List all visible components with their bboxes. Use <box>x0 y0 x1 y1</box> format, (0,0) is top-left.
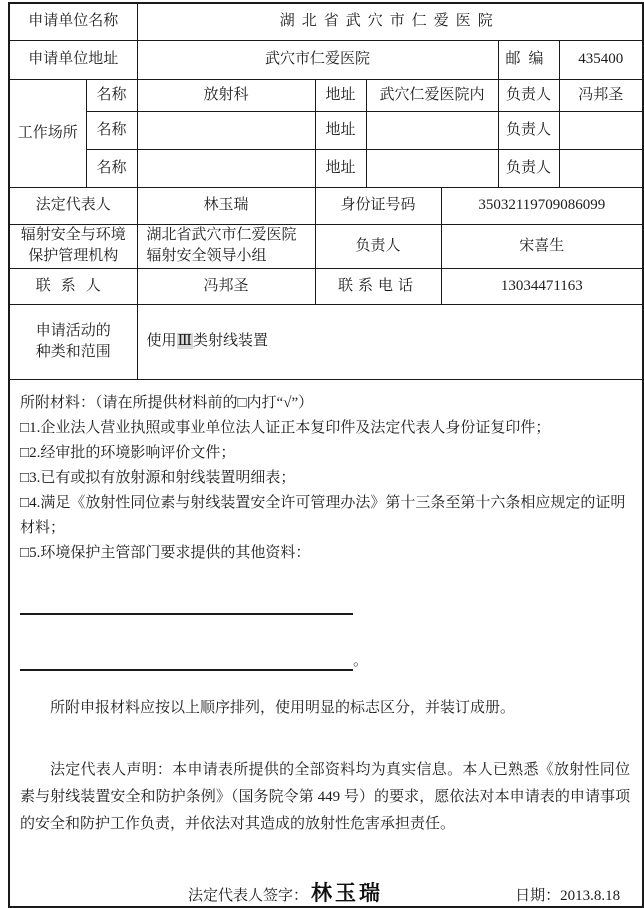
legal-rep-value: 林玉瑞 <box>137 187 315 224</box>
attachment-item-4 <box>20 491 632 541</box>
row-applicant-name <box>9 3 643 40</box>
row-attachments <box>9 379 643 907</box>
legal-rep-label: 法定代表人 <box>9 187 137 224</box>
blank-fill-row-1 <box>20 612 632 615</box>
row-contact <box>9 268 643 304</box>
radiation-org-manager-value: 宋喜生 <box>441 224 643 268</box>
workplace-group-label: 工作场所 <box>9 79 86 187</box>
attachments-order-note: 所附申报材料应按以上顺序排列，使用明显的标志区分，并装订成册。 <box>50 699 516 716</box>
radiation-org-label <box>9 224 137 268</box>
id-number-value: 35032119709086099 <box>441 187 643 224</box>
workplace-1-name-value: 放射科 <box>137 79 315 111</box>
attachment-item-3-text: 3.已有或拟有放射源和射线装置明细表； <box>29 469 296 486</box>
blank-fill-line-1[interactable] <box>20 612 353 615</box>
radiation-org-value-line1: 湖北省武穴市仁爱医院 <box>146 227 297 243</box>
applicant-name-label: 申请单位名称 <box>9 3 137 40</box>
application-form <box>8 2 644 908</box>
signature-name: 林玉瑞 <box>311 881 384 905</box>
date-value: 2013.8.18 <box>560 887 621 904</box>
row-activity <box>9 304 643 379</box>
checkbox-item-5[interactable]: □ <box>20 544 30 561</box>
contact-value: 冯邦圣 <box>137 268 315 304</box>
postcode-value: 435400 <box>559 40 643 79</box>
radiation-org-value-line2: 辐射安全领导小组 <box>146 248 267 264</box>
contact-label: 联系人 <box>9 268 137 304</box>
workplace-2-address-label: 地址 <box>315 111 366 149</box>
workplace-1-address-value: 武穴仁爱医院内 <box>366 79 498 111</box>
workplace-3-manager-label: 负责人 <box>498 149 559 187</box>
attachments-section <box>9 379 643 907</box>
radiation-org-manager-label: 负责人 <box>315 224 441 268</box>
attachment-item-1 <box>20 416 632 441</box>
radiation-org-value <box>137 224 315 268</box>
workplace-3-name-value <box>137 149 315 187</box>
applicant-address-value: 武穴市仁爱医院 <box>137 40 498 79</box>
checkbox-item-1[interactable]: □ <box>20 419 30 436</box>
workplace-1-name-label: 名称 <box>86 79 137 111</box>
workplace-2-name-label: 名称 <box>86 111 137 149</box>
attachment-item-3 <box>20 466 632 491</box>
attachment-item-5-text: 5.环境保护主管部门要求提供的其他资料： <box>29 544 311 561</box>
legal-rep-declaration: 法定代表人声明：本申请表所提供的全部资料均为真实信息。本人已熟悉《放射性同位素与射线装置安全和防护条例》（国务院令第 449 号）的要求，愿依法对本申请表的申请事项的安全和防护工作负责，并依法对其造成的放射性危害承担责任。 <box>20 761 631 832</box>
signature-row <box>20 881 632 906</box>
row-radiation-org <box>9 224 643 268</box>
attachments-heading: 所附材料：（请在所提供材料前的□内打“√”） <box>20 394 314 411</box>
date-field <box>515 887 620 906</box>
row-legal-rep <box>9 187 643 224</box>
activity-value-prefix: 使用 <box>146 333 177 349</box>
workplace-2-name-value <box>137 111 315 149</box>
contact-phone-value: 13034471163 <box>441 268 643 304</box>
row-workplace-2 <box>9 111 643 149</box>
blank-fill-line-2[interactable] <box>20 668 353 671</box>
applicant-name-value: 湖北省武穴市仁爱医院 <box>137 3 643 40</box>
row-workplace-3 <box>9 149 643 187</box>
row-applicant-address <box>9 40 643 79</box>
application-form-table <box>8 2 644 908</box>
workplace-3-manager-value <box>559 149 643 187</box>
activity-label-line2: 种类和范围 <box>35 343 111 360</box>
row-workplace-1 <box>9 79 643 111</box>
activity-label-line1: 申请活动的 <box>35 322 111 339</box>
date-label: 日期： <box>515 887 561 904</box>
workplace-1-manager-value: 冯邦圣 <box>559 79 643 111</box>
blank-line-period: 。 <box>353 652 369 669</box>
attachment-item-5 <box>20 541 632 566</box>
workplace-3-address-value <box>366 149 498 187</box>
attachment-item-4-text: 4.满足《放射性同位素与射线装置安全许可管理办法》第十三条至第十六条相应规定的证明材料； <box>20 494 626 536</box>
applicant-address-label: 申请单位地址 <box>9 40 137 79</box>
workplace-2-manager-value <box>559 111 643 149</box>
checkbox-item-3[interactable]: □ <box>20 469 30 486</box>
activity-class-field[interactable]: Ⅲ <box>177 333 192 349</box>
postcode-label: 邮编 <box>498 40 559 79</box>
workplace-3-address-label: 地址 <box>315 149 366 187</box>
activity-value-suffix: 类射线装置 <box>193 333 269 349</box>
workplace-3-name-label: 名称 <box>86 149 137 187</box>
attachment-item-2-text: 2.经审批的环境影响评价文件； <box>29 444 236 461</box>
id-number-label: 身份证号码 <box>315 187 441 224</box>
attachment-item-1-text: 1.企业法人营业执照或事业单位法人证正本复印件及法定代表人身份证复印件； <box>29 419 551 436</box>
radiation-org-label-line2: 保护管理机构 <box>28 248 119 264</box>
signature-label: 法定代表人签字： <box>188 887 309 904</box>
checkbox-item-2[interactable]: □ <box>20 444 30 461</box>
workplace-1-address-label: 地址 <box>315 79 366 111</box>
activity-label <box>9 304 137 379</box>
blank-fill-row-2 <box>20 652 632 671</box>
activity-value <box>137 304 643 379</box>
workplace-2-address-value <box>366 111 498 149</box>
workplace-2-manager-label: 负责人 <box>498 111 559 149</box>
checkbox-item-4[interactable]: □ <box>20 494 30 511</box>
contact-phone-label: 联系电话 <box>315 268 441 304</box>
attachment-item-2 <box>20 441 632 466</box>
radiation-org-label-line1: 辐射安全与环境 <box>20 227 126 243</box>
workplace-1-manager-label: 负责人 <box>498 79 559 111</box>
